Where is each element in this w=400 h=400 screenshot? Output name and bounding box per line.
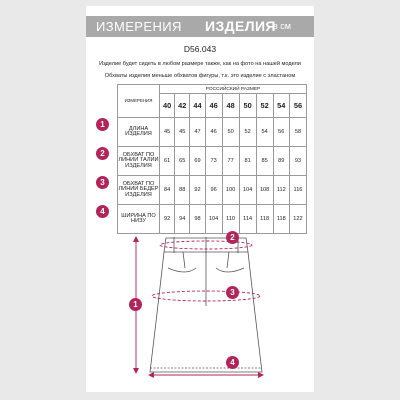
row-marker-2: 2 [96, 147, 109, 160]
value-cell: 92 [160, 205, 175, 234]
row-label: ДЛИНА ИЗДЕЛИЯ [118, 118, 160, 147]
value-cell: 73 [205, 147, 222, 176]
value-cell: 118 [256, 205, 273, 234]
measure-arrowheads [133, 236, 264, 378]
size-cell: 56 [289, 94, 306, 118]
value-cell: 84 [160, 176, 175, 205]
measure-lines [136, 238, 262, 375]
value-cell: 104 [239, 176, 256, 205]
value-cell: 118 [273, 205, 289, 234]
value-cell: 92 [190, 176, 205, 205]
value-cell: 108 [256, 176, 273, 205]
diagram-marker-3: 3 [226, 286, 239, 299]
value-cell: 122 [289, 205, 306, 234]
value-cell: 100 [222, 176, 239, 205]
value-cell: 110 [222, 205, 239, 234]
value-cell: 46 [205, 118, 222, 147]
value-cell: 81 [239, 147, 256, 176]
size-cell: 54 [273, 94, 289, 118]
diagram-marker-1: 1 [129, 298, 142, 311]
row-marker-4: 4 [96, 205, 109, 218]
value-cell: 104 [205, 205, 222, 234]
value-cell: 58 [289, 118, 306, 147]
corner-label: ИЗМЕРЕНИЯ [118, 85, 160, 118]
skirt-diagram [86, 6, 314, 392]
elastane-note: Обхваты изделия меньше обхватов фигуры, т.к. это изделие с эластаном [104, 73, 296, 79]
value-cell: 116 [289, 176, 306, 205]
title-part2: ИЗДЕЛИЯ [205, 18, 276, 34]
row-marker-1: 1 [96, 118, 109, 131]
value-cell: 45 [175, 118, 190, 147]
value-cell: 54 [256, 118, 273, 147]
size-cell: 50 [239, 94, 256, 118]
row-label: ОБХВАТ ПО ЛИНИИ БЕДЕР ИЗДЕЛИЯ [118, 176, 160, 205]
value-cell: 65 [175, 147, 190, 176]
fit-note: Изделие будет сидеть в любом размере также, как на фото на нашей модели [99, 61, 301, 67]
value-cell: 56 [273, 118, 289, 147]
value-cell: 85 [256, 147, 273, 176]
skirt-outline [150, 238, 262, 372]
size-cell: 40 [160, 94, 175, 118]
value-cell: 52 [239, 118, 256, 147]
row-label: ОБХВАТ ПО ЛИНИИ ТАЛИИ ИЗДЕЛИЯ [118, 147, 160, 176]
value-cell: 89 [273, 147, 289, 176]
value-cell: 96 [205, 176, 222, 205]
diagram-marker-2: 2 [226, 231, 239, 244]
size-group-header: РОССИЙСКИЙ РАЗМЕР [160, 85, 307, 94]
article-code: D56.043 [183, 44, 217, 54]
value-cell: 61 [160, 147, 175, 176]
row-marker-3: 3 [96, 176, 109, 189]
value-cell: 93 [289, 147, 306, 176]
title-part1: ИЗМЕРЕНИЯ [96, 19, 182, 34]
size-cell: 44 [190, 94, 205, 118]
value-cell: 114 [239, 205, 256, 234]
value-cell: 98 [190, 205, 205, 234]
row-label: ШИРИНА ПО НИЗУ [118, 205, 160, 234]
value-cell: 77 [222, 147, 239, 176]
value-cell: 47 [190, 118, 205, 147]
size-cell: 42 [175, 94, 190, 118]
value-cell: 50 [222, 118, 239, 147]
value-cell: 112 [273, 176, 289, 205]
diagram-marker-4: 4 [226, 356, 239, 369]
value-cell: 94 [175, 205, 190, 234]
size-cell: 48 [222, 94, 239, 118]
value-cell: 45 [160, 118, 175, 147]
value-cell: 88 [175, 176, 190, 205]
size-chart-sheet [86, 6, 314, 392]
size-cell: 46 [205, 94, 222, 118]
value-cell: 69 [190, 147, 205, 176]
size-cell: 52 [256, 94, 273, 118]
unit-label: в см [273, 21, 291, 31]
